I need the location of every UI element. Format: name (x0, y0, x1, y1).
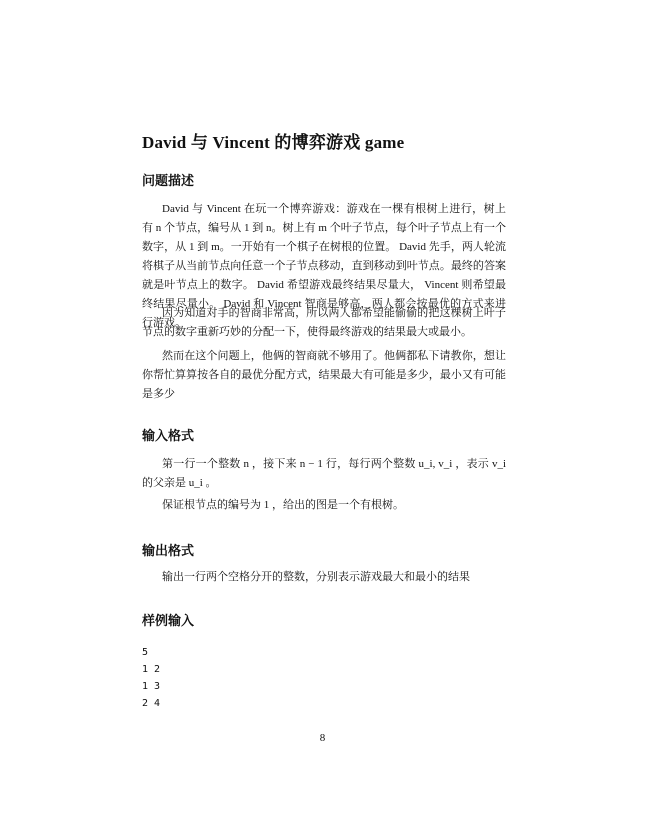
section-heading-sample-input: 样例输入 (142, 614, 195, 629)
section-heading-input: 输入格式 (142, 429, 195, 444)
sample-input-line: 2 4 (142, 698, 161, 709)
problem-title: David 与 Vincent 的博弈游戏 game (142, 133, 405, 152)
problem-paragraph-2: 因为知道对手的智商非常高，所以两人都希望能偷偷的把这棵树上叶子节点的数字重新巧妙的分配一下，使得最终游戏的结果最大或最小。 (142, 307, 506, 338)
section-heading-output: 输出格式 (142, 544, 195, 559)
output-paragraph-1: 输出一行两个空格分开的整数，分别表示游戏最大和最小的结果 (162, 571, 470, 583)
input-paragraph-1: 第一行一个整数 n ，接下来 n − 1 行，每行两个整数 u_i, v_i ，表示 v_i 的父亲是 u_i 。 (142, 458, 506, 489)
sample-input-line: 1 2 (142, 664, 161, 675)
sample-input-line: 5 (142, 647, 149, 658)
page-number: 8 (319, 732, 326, 744)
section-heading-problem: 问题描述 (142, 174, 195, 189)
sample-input-line: 1 3 (142, 681, 161, 692)
problem-paragraph-3: 然而在这个问题上，他俩的智商就不够用了。他俩都私下请教你，想让你帮忙算算按各自的最优分配方式，结果最大有可能是多少，最小又有可能是多少 (142, 350, 506, 400)
sample-input-block (142, 644, 160, 712)
problem-paragraph-1: David 与 Vincent 在玩一个博弈游戏：游戏在一棵有根树上进行，树上有 n 个节点，编号从 1 到 n。树上有 m 个叶子节点，每个叶子节点上有一个数字，从 1 到 m。一开始有一个棋子在树根的位置。 David 先手，两人轮流将棋子从当前节点向任意一个子节点移动，直到移动到叶节点。最终的答案就是叶节点上的数字。 David 希望游戏最终结果尽量大， Vincent 则希望最终结果尽量小。 David 和 Vincent 智商是够高，两人都会按最优的方式来进行游戏。 (142, 203, 506, 329)
input-paragraph-2: 保证根节点的编号为 1 ，给出的图是一个有根树。 (162, 499, 404, 511)
